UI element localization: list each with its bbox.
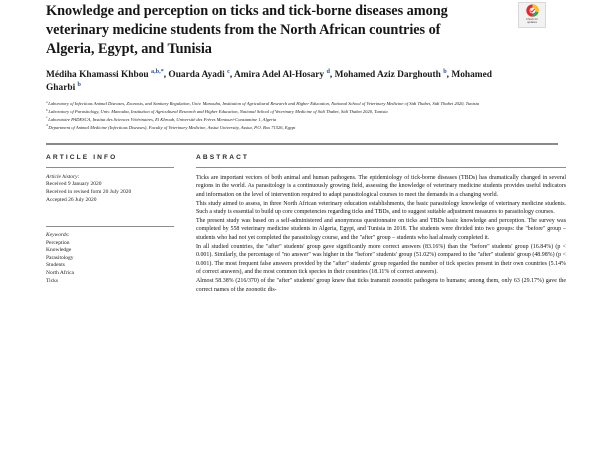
affiliation-marker: c <box>46 115 48 120</box>
abstract-paragraph: Almost 58.38% (216/370) of the "after" students' group knew that ticks transmit zoonotic pathogens to humans; among them, only 63 (29.17%) gave the correct names of the zoonotic dis- <box>196 277 566 293</box>
affiliation-marker: d <box>46 123 48 128</box>
abstract-paragraph: The present study was based on a self-administered and anonymous questionnaire on ticks and TBDs basic knowledge and perception. The survey was completed by 558 veterinary medicine students in Algeria, Egypt, and Tunisia in 2018. The students were divided into two groups: the "before" group – students who had not yet completed the parasitology course, and the "after" group – students who had already completed it. <box>196 217 566 241</box>
keywords-label: Keywords: <box>46 232 70 239</box>
affiliation-marker: a <box>46 99 48 104</box>
affiliation-item: $^b$Laboratory of Parasitology, Univ. Manouba, Institution of Agricultural Research and Higher Education, National School of Veterinary Medicine of Sidi Thabet, Sidi Thabet 2020, Tunisia <box>46 107 388 115</box>
abstract-paragraph: This study aimed to assess, in three North African veterinary education establishments, the basic parasitology knowledge of veterinary medicine students. Such a study is essential to build up core competencies regarding ticks and TBDs, and to suggest suitable adjustment measures to parasitology courses. <box>196 200 566 216</box>
keyword-item: Ticks <box>46 277 59 284</box>
crossmark-badge[interactable] <box>518 2 546 28</box>
affiliation-list <box>18 101 582 131</box>
abstract-body <box>196 174 566 294</box>
keyword-item: Parasitology <box>46 254 74 261</box>
affiliation-item: $^a$Laboratory of Infectious Animal Diseases, Zoonosis, and Sanitary Regulation, Univ. Manouba, Institution of Agricultural Research and Higher Education, National School of Veterinary Medicine of Sidi Thabet, Sidi Thabet 2020, Tunisia <box>46 99 480 107</box>
article-info-divider <box>46 167 174 168</box>
abstract-paragraph: In all studied countries, the "after" students' group gave significantly more correct answers (83.16%) than the "before" students' group (16.84%) (p < 0.001). Similarly, the percentage of "no answer" was higher in the "before" students' group (51.02%) compared to the "after" students' group (48.98%) (p < 0.001). The most frequent false answers provided by the "after" students' group regarded the number of tick species present in their own countries (5.14% of correct answers), and the most common tick species in their countries (18.11% of correct answers). <box>196 243 566 276</box>
keyword-item: Students <box>46 262 65 269</box>
keyword-item: Knowledge <box>46 247 72 254</box>
article-history-label: Article history: <box>46 173 80 180</box>
article-info-column <box>46 154 196 294</box>
keyword-item: Perception <box>46 239 70 246</box>
abstract-paragraph: Ticks are important vectors of both animal and human pathogens. The epidemiology of tick-borne diseases (TBDs) has dramatically changed in several regions in the world. As parasitology is a continuously growing field, assessing the knowledge of veterinary medicine students provides useful indicators and information on the level of intervention required to adapt parasitological courses to meet the demands in a changing world. <box>196 174 566 199</box>
article-info-heading: ARTICLE INFO <box>46 153 118 161</box>
keywords-block <box>46 226 174 285</box>
body-columns <box>18 154 582 294</box>
abstract-heading: ABSTRACT <box>196 153 250 161</box>
header-divider <box>46 143 558 145</box>
title-block <box>18 0 582 59</box>
author-list: Médiha Khamassi Khbou $^{a,b,*}$, Ouarda Ayadi $^c$, Amira Adel Al-Hosary $^d$, Mohamed Aziz Darghouth $^b$, Mohamed Gharbi $^b$ <box>46 67 492 94</box>
article-history-item: Received 9 January 2020 <box>46 181 102 188</box>
article-history-list <box>46 181 174 204</box>
crossmark-label-line1: Check for <box>526 17 538 21</box>
keyword-item: North Africa <box>46 270 74 277</box>
abstract-divider <box>196 167 566 168</box>
affiliation-item: $^d$Department of Animal Medicine (Infectious Diseases), Faculty of Veterinary Medicine, Assiut University, Assiut, P.O. Box 71526, Egypt <box>46 123 296 130</box>
page-title: Knowledge and perception on ticks and tick-borne diseases among veterinary medicine students from the North African countries of Algeria, Egypt, and Tunisia <box>46 3 448 57</box>
crossmark-icon <box>526 4 539 17</box>
affiliation-item: $^c$Laboratoire PADESCA, Institut des Sciences Vétérinaires, El Khroub, Université des Frères Mentouri-Constantine 1, Algeria <box>46 115 277 122</box>
keywords-divider <box>46 226 174 227</box>
article-history-item: Received in revised form 20 July 2020 <box>46 189 132 196</box>
abstract-column <box>196 154 566 294</box>
article-history-item: Accepted 26 July 2020 <box>46 196 97 203</box>
affiliation-marker: b <box>46 107 48 112</box>
crossmark-label-line2: updates <box>527 21 537 25</box>
